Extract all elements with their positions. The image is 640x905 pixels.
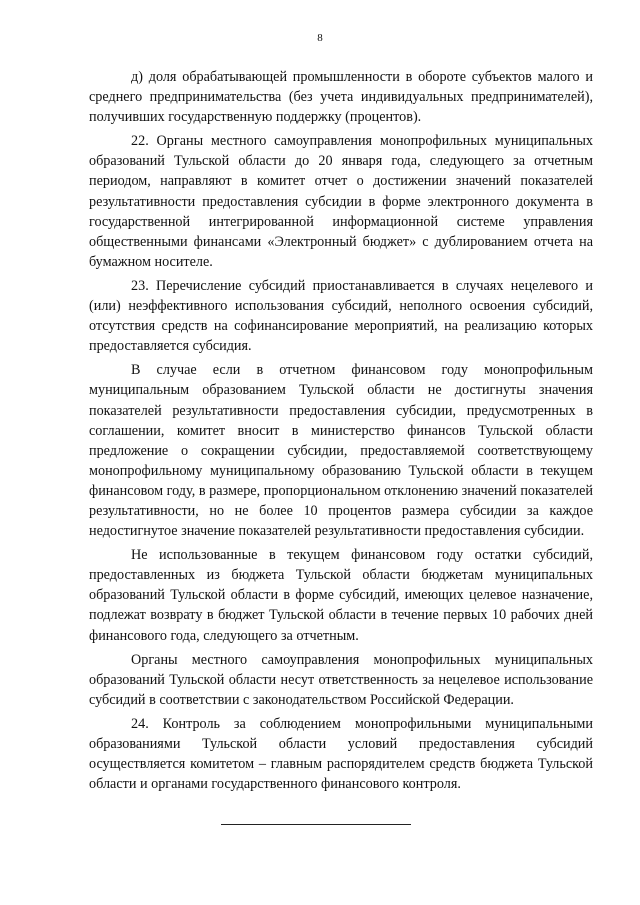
paragraph-unused-balances: Не использованные в текущем финансовом году остатки субсидий, предоставленных из бюджета Тульской области бюджетам муниципальных образований Тульской области в форме субсидий, имеющих целевое назначение, подлежат возврату в бюджет Тульской области в течение первых 10 рабочих дней финансового года, следующего за отчетным. <box>89 547 593 644</box>
page-number: 8 <box>317 32 323 44</box>
paragraph-d-manufacturing-share: д) доля обрабатывающей промышленности в обороте субъектов малого и среднего предпринимательства (без учета индивидуальных предпринимателей), получивших государственную поддержку (процентов). <box>89 69 593 126</box>
document-body <box>89 67 593 794</box>
paragraph-responsibility: Органы местного самоуправления монопрофильных муниципальных образований Тульской области несут ответственность за нецелевое использование субсидий в соответствии с законодательством Российской Федерации. <box>89 651 593 708</box>
paragraph-24-control: 24. Контроль за соблюдением монопрофильными муниципальными образованиями Тульской области условий предоставления субсидий осуществляется комитетом – главным распорядителем средств бюджета Тульской области и органами государственного финансового контроля. <box>89 715 593 793</box>
paragraph-23-suspension: 23. Перечисление субсидий приостанавливается в случаях нецелевого и (или) неэффективного использования субсидий, неполного освоения субсидий, отсутствия средств на софинансирование мероприятий, на реализацию которых предоставляется субсидия. <box>89 277 593 355</box>
paragraph-subsidy-reduction: В случае если в отчетном финансовом году монопрофильным муниципальным образованием Тульской области не достигнуты значения показателей результативности предоставления субсидии, предусмотренных в соглашении, комитет вносит в министерство финансов Тульской области предложение о сокращении субсидии, предоставляемой соответствующему монопрофильному муниципальному образованию Тульской области в текущем финансовом году, в размере, пропорциональном отклонению значений показателей результативности, но не более 10 процентов размера субсидии за каждое недостигнутое значение показателей результативности предоставления субсидии. <box>89 362 593 540</box>
closing-rule <box>221 824 411 825</box>
paragraph-22-report: 22. Органы местного самоуправления монопрофильных муниципальных образований Тульской области до 20 января года, следующего за отчетным периодом, направляют в комитет отчет о достижении значений показателей результативности предоставления субсидии в форме электронного документа в государственной интегрированной информационной системе управления общественными финансами «Электронный бюджет» с дублированием отчета на бумажном носителе. <box>89 133 593 270</box>
